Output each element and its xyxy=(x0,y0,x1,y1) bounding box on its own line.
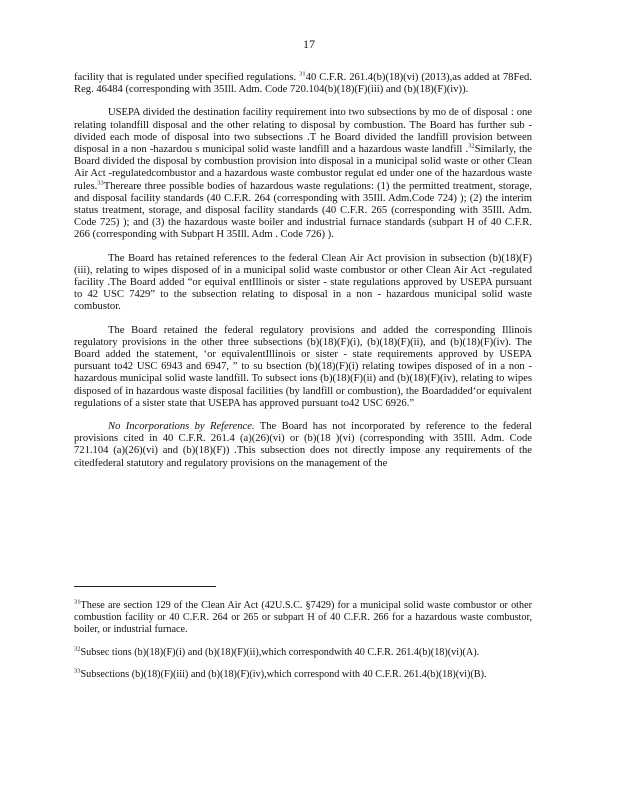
footnote-number: 31 xyxy=(74,598,81,606)
footnote-text: Subsections (b)(18)(F)(iii) and (b)(18)(F)(iv),which correspond with 40 C.F.R. 261.4(b)(18)(vi)(B). xyxy=(80,668,487,680)
paragraph-5-text: The Board has not incorporated by reference to the federal provisions cited in 40 C.F.R. 261.4 (a)(26)(vi) or (b)(18 )(vi) (corresponding with 35Ill. Adm. Code 721.104 (a)(26)(vi) and (b)(18)(F)) .This subsection does not directly impose any requirements of the citedfederal statutory and regulatory provisions on the management of the xyxy=(74,421,533,469)
section-heading: No Incorporations by Reference. xyxy=(108,421,255,433)
footnote-31 xyxy=(74,600,532,637)
paragraph-2-text-end: Thereare three possible bodies of hazardous waste regulations: (1) the permitted treatment, storage, and disposal facility standards (40 C.F.R. 264 (corresponding with 35Ill. Adm.Code 724) ); (2) the interim status treatment, storage, and disposal facility standards (40 C.F.R. 265 (corresponding with 35Ill. Adm. Code 725) ); and (3) the hazardous waste boiler and industrial furnace standards (subpart H of 40 C.F.R. 266 (corresponding with Subpart H 35Ill. Adm . Code 726) ). xyxy=(74,180,532,241)
paragraph-3: The Board has retained references to the federal Clean Air Act provision in subsection (b)(18)(F)(iii), relating to wipes disposed of in a municipal solid waste combustor or other Clean Air Act -regulated facility .The Board added “or equival entIllinois or sister - state regulations approved by USEPA pursuant to 42 USC 7429” to the subsection relating to disposal in a non - hazardous municipal solid waste combustor. xyxy=(74,252,532,313)
paragraph-1-text-cont: 40 C.F.R. 261.4(b)(18)(vi) (2013),as added at 78Fed. Reg. 46484 (corresponding with 35Ill. Adm. Code 720.104(b)(18)(F)(iii) and (b)(18)(F)(iv)). xyxy=(74,72,532,96)
footnote-ref-33[interactable]: 33 xyxy=(97,179,104,187)
paragraph-4: The Board retained the federal regulatory provisions and added the corresponding Illinois regulatory provisions in the other three subsections (b)(18)(F)(i), (b)(18)(F)(ii), and (b)(18)(F)(iv). The Board added the statement, ‘or equivalentIllinois or sister - state requirements approved by USEPA pursuant to42 USC 6943 and 6947, ” to su bsection (b)(18)(F)(i) relating towipes disposed of in a non - hazardous municipal solid waste landfill. To subsect ions (b)(18)(F)(ii) and (b)(18)(F)(iv), relating to wipes disposed of in hazardous waste disposal facilities (by landfill or combustion), the Boardadded‘or equivalent regulations of a sister state that USEPA has approved pursuant to42 USC 6926.” xyxy=(74,324,532,409)
paragraph-5 xyxy=(74,421,532,470)
paragraph-1-text: facility that is regulated under specified regulations. xyxy=(74,72,297,83)
paragraph-2-text: USEPA divided the destination facility requirement into two subsections by mo de of disposal : one relating tolandfill disposal and the other relating to disposal by combustion. The Board has further sub -divided each mode of disposal into two subsections .T he Board divided the landfill provision between disposal in a non -hazardou s municipal solid waste landfill and a hazardous waste landfill . xyxy=(74,107,532,156)
footnote-ref-31[interactable]: 31 xyxy=(299,70,306,78)
page-number: 17 xyxy=(303,37,315,51)
footnote-divider xyxy=(74,586,216,587)
paragraph-1 xyxy=(74,72,532,96)
footnote-number: 33 xyxy=(74,667,81,675)
footnote-ref-32[interactable]: 32 xyxy=(468,142,475,150)
footnotes xyxy=(74,600,532,691)
body-text xyxy=(74,72,532,481)
footnote-33 xyxy=(74,669,532,681)
paragraph-2 xyxy=(74,107,532,241)
footnote-number: 32 xyxy=(74,645,81,653)
footnote-text: Subsec tions (b)(18)(F)(i) and (b)(18)(F)(ii),which correspondwith 40 C.F.R. 261.4(b)(18)(vi)(A). xyxy=(80,646,480,658)
paragraph-2-text-cont: Similarly, the Board divided the disposal by combustion provision into disposal in a municipal solid waste or other Clean Air Act -regulatedcombustor and a hazardous waste combustor regulat ed under one of the hazardous waste rules. xyxy=(74,144,532,192)
footnote-text: These are section 129 of the Clean Air Act (42U.S.C. §7429) for a municipal solid waste combustor or other combustion facility or 40 C.F.R. 264 or 265 or subpart H of 40 C.F.R. 266 for a hazardous waste combustor, boiler, or industrial furnace. xyxy=(74,600,532,636)
footnote-32 xyxy=(74,647,532,659)
